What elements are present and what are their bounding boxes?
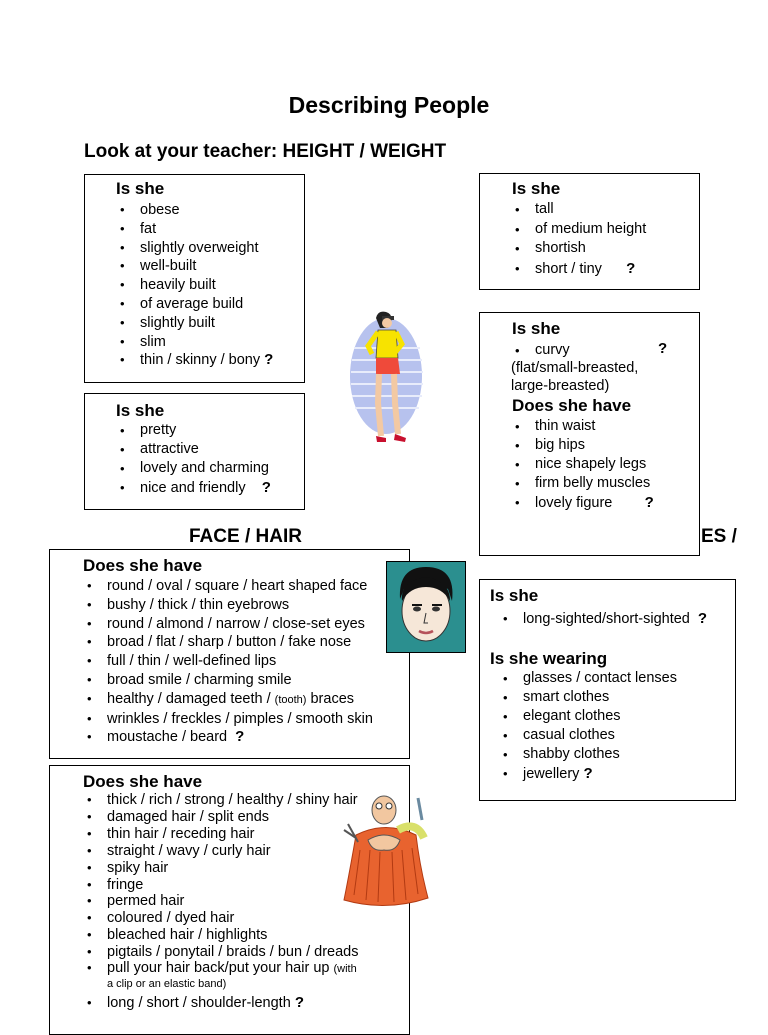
list-item: • smart clothes [499,688,677,707]
face-question: Does she have [83,556,203,575]
height-box [479,173,700,290]
hairy-man-clipart-image [336,790,436,915]
question-mark: ? [583,765,593,782]
clothes-list [499,669,677,784]
figure-box [479,312,700,556]
curvy-note-line: (flat/small-breasted, [511,360,639,376]
height-list [511,200,646,279]
list-item: • thin hair / receding hair [83,826,358,843]
weight-question: Is she [116,179,165,198]
question-mark: ? [261,479,271,496]
item-small-text: a clip or an elastic band) [107,978,227,991]
curvy-list [511,341,570,360]
list-item: • tall [511,200,646,220]
list-item [83,961,358,991]
figure-question-2: Does she have [512,396,632,415]
wearing-question: Is she wearing [490,649,608,668]
list-item: • shortish [511,239,646,259]
question-mark: ? [235,728,245,746]
list-item: • wrinkles / freckles / pimples / smooth skin [83,710,373,729]
list-item: • straight / wavy / curly hair [83,843,358,860]
list-item: • full / thin / well-defined lips [83,652,373,671]
list-item: • firm belly muscles [511,474,654,493]
list-item: • thick / rich / strong / healthy / shiny hair [83,792,358,809]
list-item: • damaged hair / split ends [83,809,358,826]
item-text: healthy / damaged teeth / [107,690,275,707]
question-mark: ? [626,259,636,277]
question-mark: ? [644,494,654,511]
list-item: • fringe [83,877,358,894]
list-item [116,478,271,498]
list-item [83,995,358,1012]
list-item: • broad / flat / sharp / button / fake nose [83,633,373,652]
curvy-note [511,359,638,395]
list-item: • shabby clothes [499,745,677,764]
hair-question: Does she have [83,772,203,791]
item-text: lovely figure [535,495,613,511]
looks-list [116,421,271,498]
weight-box [84,174,305,383]
list-item: • pigtails / ponytail / braids / bun / dreads [83,944,358,961]
list-item [511,493,654,513]
list-item: • well-built [116,257,273,276]
list-item: • bleached hair / highlights [83,927,358,944]
list-item: • coloured / dyed hair [83,910,358,927]
height-weight-heading: Look at your teacher: HEIGHT / WEIGHT [84,141,447,162]
item-text: long-sighted/short-sighted [523,611,690,627]
list-item: • casual clothes [499,726,677,745]
list-item: • spiky hair [83,860,358,877]
weight-list [116,201,273,370]
looks-question: Is she [116,401,165,420]
curvy-note-line: large-breasted) [511,378,610,394]
list-item: • of average build [116,295,273,314]
list-item: • bushy / thick / thin eyebrows [83,596,373,615]
list-item [83,728,373,747]
item-text: nice and friendly [140,480,246,496]
list-item: • fat [116,220,273,239]
list-item: • obese [116,201,273,220]
item-text: jewellery [523,766,580,782]
question-mark: ? [658,340,668,357]
face-box [49,549,410,759]
clothes-box [479,579,736,801]
list-item: • of medium height [511,220,646,240]
item-small-text: (with [333,963,357,976]
list-item [511,341,570,360]
list-item: • attractive [116,440,271,459]
item-text: pull your hair back/put your hair up [107,960,334,977]
item-text: short / tiny [535,260,602,277]
list-item: • glasses / contact lenses [499,669,677,688]
item-text: moustache / beard [107,729,228,746]
question-mark: ? [264,351,274,369]
page-title: Describing People [288,92,490,118]
list-item: • round / oval / square / heart shaped face [83,577,373,596]
list-item: • slightly overweight [116,239,273,258]
list-item: • nice shapely legs [511,455,654,474]
list-item: • permed hair [83,893,358,910]
list-item: • slightly built [116,314,273,333]
woman-clipart-image [348,308,428,448]
item-text: braces [306,690,355,707]
item-text: curvy [535,342,570,358]
sight-question: Is she [490,586,539,605]
list-item [511,259,646,280]
sight-list [499,609,707,629]
figure-question: Is she [512,319,561,338]
list-item: • round / almond / narrow / close-set eyes [83,615,373,634]
list-item: • thin waist [511,417,654,436]
item-text: thin / skinny / bony [140,352,261,369]
question-mark: ? [697,610,708,627]
list-item [499,609,707,629]
hair-list [83,792,358,1012]
clothes-heading: ES / [701,526,737,547]
list-item: • slim [116,333,273,352]
height-question: Is she [512,179,561,198]
looks-box [84,393,305,510]
list-item: • big hips [511,436,654,455]
figure-list [511,417,654,513]
list-item: • broad smile / charming smile [83,671,373,690]
item-text: long / short / shoulder-length [107,995,291,1012]
list-item [116,351,273,370]
list-item [83,690,373,710]
list-item: • lovely and charming [116,459,271,478]
face-list [83,577,373,747]
face-hair-heading: FACE / HAIR [189,526,302,547]
list-item [499,764,677,784]
list-item: • pretty [116,421,271,440]
list-item: • heavily built [116,276,273,295]
item-small-text: (tooth) [274,693,307,706]
list-item: • elegant clothes [499,707,677,726]
question-mark: ? [294,994,304,1012]
face-clipart-image [386,561,466,653]
